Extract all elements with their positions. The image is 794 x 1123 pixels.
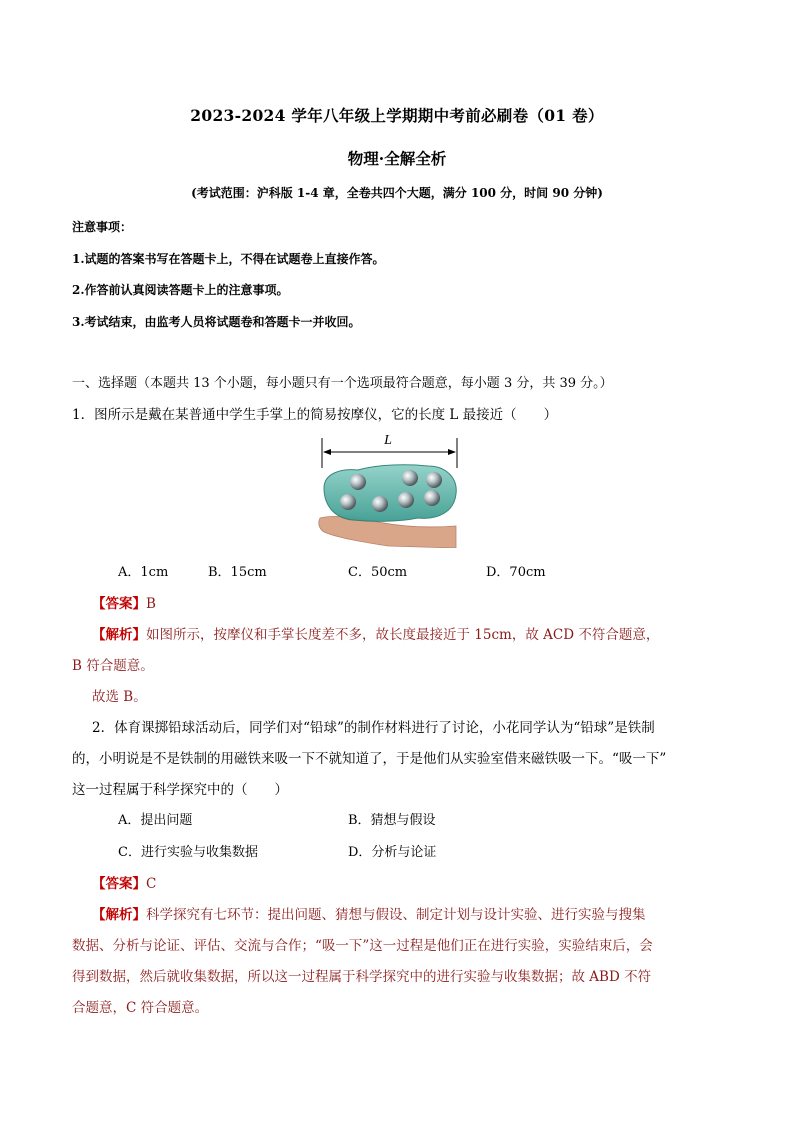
dimension-label: L <box>384 433 392 448</box>
q2-analysis-cont: 数据、分析与论证、评估、交流与合作；“吸一下”这一过程是他们正在进行实验，实验结束后，会 <box>72 938 653 954</box>
analysis-text: 如图所示，按摩仪和手掌长度差不多，故长度最接近于 15cm，故 ACD 不符合题意， <box>146 627 660 643</box>
q2-option-a: A．提出问题 <box>118 813 193 828</box>
page-title: 2023-2024 学年八年级上学期期中考前必刷卷（01 卷） <box>190 106 604 125</box>
q1-option-d: D．70cm <box>486 565 546 580</box>
q1-option-c: C．50cm <box>348 565 408 580</box>
exam-scope: (考试范围：沪科版 1-4 章，全卷共四个大题，满分 100 分，时间 90 分钟) <box>191 186 603 200</box>
massage-ball <box>372 496 388 512</box>
q2-stem-cont: 这一过程属于科学探究中的（ ） <box>72 782 288 798</box>
q2-option-c: C．进行实验与收集数据 <box>118 845 258 860</box>
answer-value: C <box>146 876 157 892</box>
q2-option-b: B．猜想与假设 <box>348 813 436 828</box>
page-subtitle: 物理·全解全析 <box>347 149 447 168</box>
massage-ball <box>350 474 366 490</box>
q1-answer <box>92 592 156 612</box>
answer-tag: 【答案】 <box>92 596 146 612</box>
q1-option-a: A．1cm <box>118 565 169 580</box>
massage-ball <box>402 470 418 486</box>
massage-ball <box>424 490 440 506</box>
q2-answer <box>92 872 156 892</box>
q2-option-d: D．分析与论证 <box>348 845 437 860</box>
q1-analysis-cont: B 符合题意。 <box>72 658 154 674</box>
q2-analysis-cont: 得到数据，然后就收集数据，所以这一过程属于科学探究中的进行实验与收集数据；故 ABD 不符 <box>72 969 652 985</box>
notice-heading: 注意事项： <box>72 220 133 234</box>
q2-stem: 2．体育课掷铅球活动后，同学们对“铅球”的制作材料进行了讨论，小花同学认为“铅球”是铁制 <box>92 720 655 736</box>
q2-stem-cont: 的，小明说是不是铁制的用磁铁来吸一下不就知道了，于是他们从实验室借来磁铁吸一下。“吸一下” <box>72 751 667 767</box>
massage-ball <box>398 492 414 508</box>
q1-analysis <box>92 623 659 643</box>
analysis-tag: 【解析】 <box>92 627 146 643</box>
q1-stem: 1．图所示是戴在某普通中学生手掌上的简易按摩仪，它的长度 L 最接近（ ） <box>72 407 558 423</box>
notice-item: 1.试题的答案书写在答题卡上，不得在试题卷上直接作答。 <box>72 252 385 266</box>
dimension-arrow-right <box>448 449 456 455</box>
q2-analysis <box>92 903 646 923</box>
q2-analysis-cont: 合题意，C 符合题意。 <box>72 1000 209 1016</box>
analysis-text: 科学探究有七环节：提出问题、猜想与假设、制定计划与设计实验、进行实验与搜集 <box>146 907 646 923</box>
notice-item: 2.作答前认真阅读答题卡上的注意事项。 <box>72 283 289 297</box>
massager-figure <box>318 428 460 548</box>
notice-item: 3.考试结束，由监考人员将试题卷和答题卡一并收回。 <box>72 315 361 329</box>
section-heading: 一、选择题（本题共 13 个小题，每小题只有一个选项最符合题意，每小题 3 分，共 39 分。） <box>72 376 613 391</box>
q1-option-b: B．15cm <box>208 565 267 580</box>
q1-conclusion: 故选 B。 <box>92 689 147 705</box>
answer-value: B <box>146 596 156 612</box>
massage-ball <box>426 472 442 488</box>
massage-ball <box>340 494 356 510</box>
dimension-arrow-left <box>323 449 331 455</box>
answer-tag: 【答案】 <box>92 876 146 892</box>
analysis-tag: 【解析】 <box>92 907 146 923</box>
